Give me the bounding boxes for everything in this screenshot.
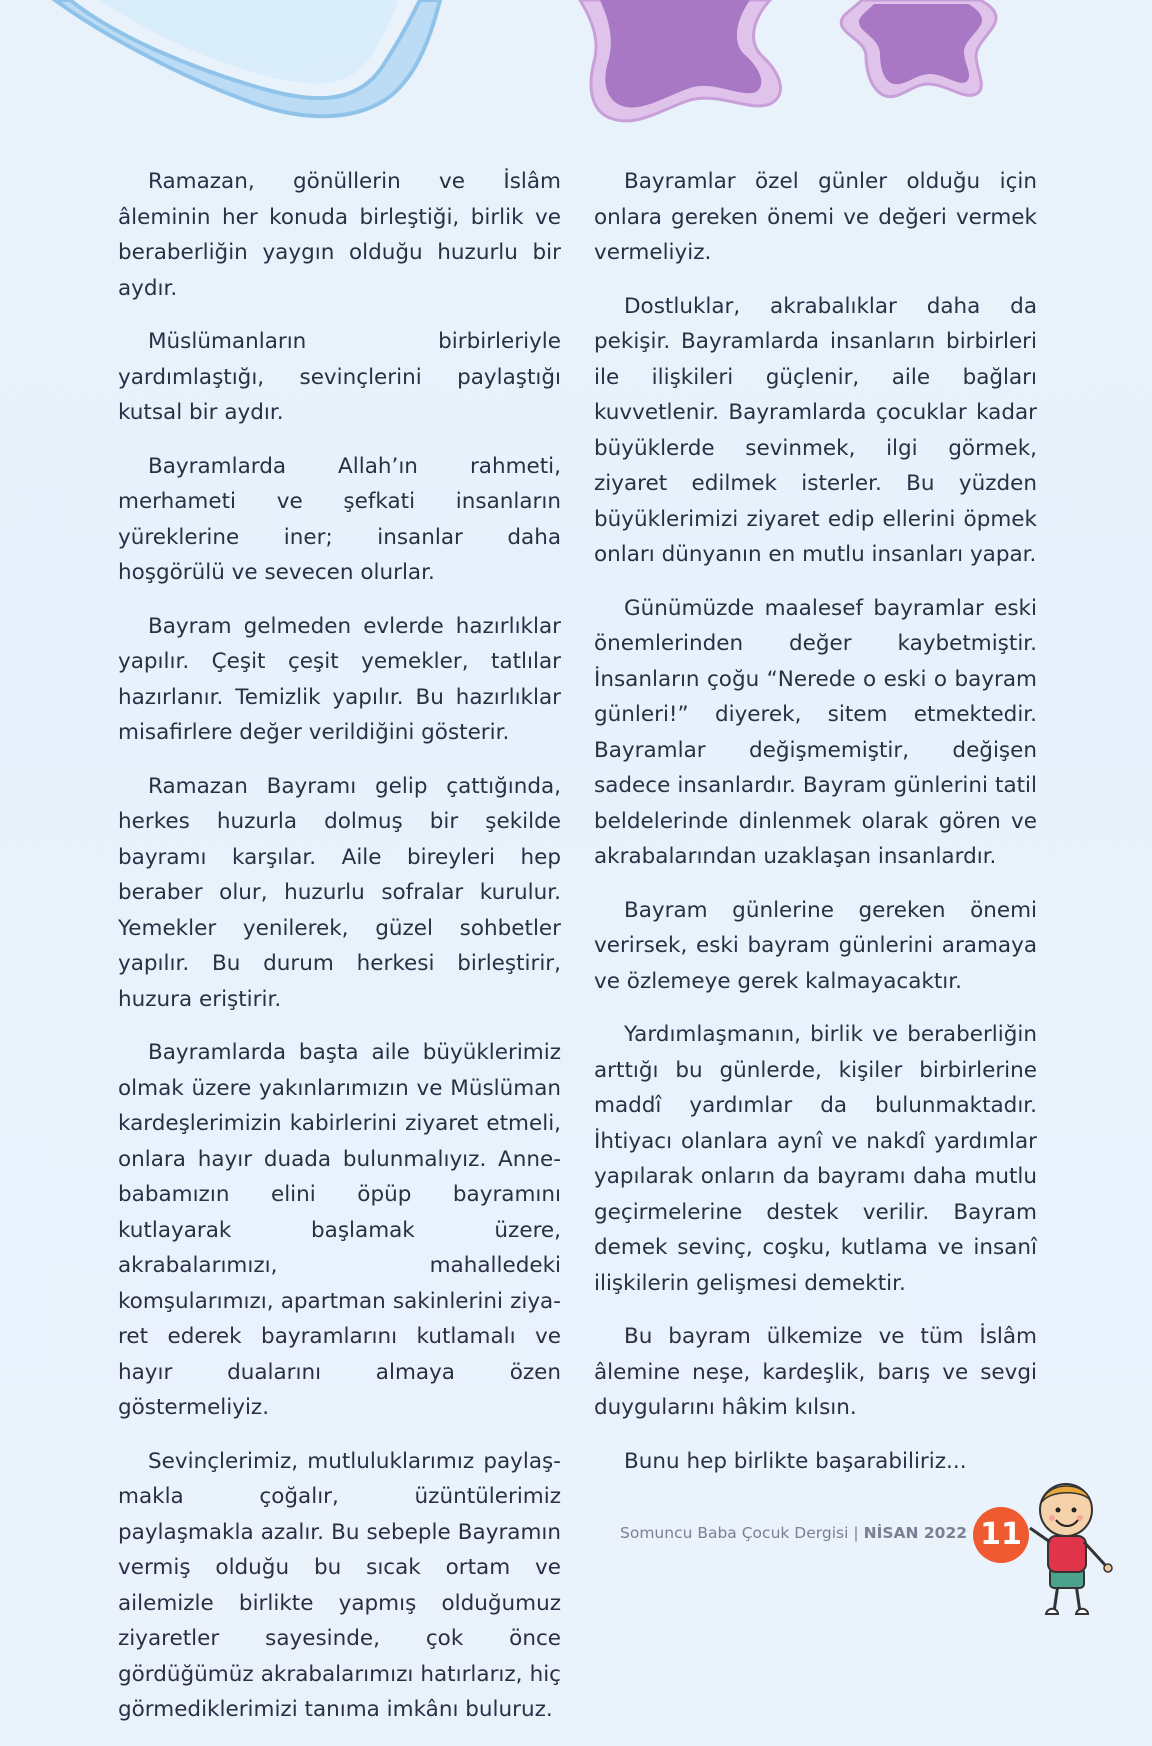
page-number-badge: 11 xyxy=(973,1507,1029,1563)
footer-separator: | xyxy=(853,1524,859,1542)
paragraph: Bayramlarda Allah’ın rahmeti, merhameti ve şefkati insanların yüreklerine iner; insanlar daha hoşgörülü ve sevecen olurlar. xyxy=(118,453,561,585)
paragraph: Bayramlarda başta aile büyüklerimiz olmak üzere yakınlarımızın ve Müslüman kardeşlerimizin kabirlerini ziyaret etmeli, onlara hayır duada bulunmalıyız. Anne-babamızın elini öpüp bayramını kutlayarak başlamak üzere, akrabalarımızı, mahalledeki komşularımızı, apartman sakinlerini ziyaret ederek bayramlarını kutlamalı ve hayır dualarını almaya özen göstermeliyiz. xyxy=(118,1040,561,1420)
article-left-column xyxy=(118,164,561,1746)
child-character-illustration xyxy=(1016,1476,1126,1624)
paragraph: Müslümanların birbirleriyle yardımlaştığı, sevinçlerini paylaştığı kutsal bir aydır. xyxy=(118,329,561,425)
starfish-small xyxy=(841,0,996,97)
wave-shape xyxy=(55,0,440,116)
page-footer xyxy=(620,1524,967,1542)
article-right-column xyxy=(594,164,1037,1497)
magazine-name: Somuncu Baba Çocuk Dergisi xyxy=(620,1524,849,1542)
paragraph: Bayram günlerine gereken önemi verirsek, eski bayram günlerini aramaya ve özlemeye gerek kalmayacaktır. xyxy=(594,897,1037,994)
starfish-large xyxy=(580,0,780,121)
paragraph: Ramazan Bayramı gelip çattığında, herkes huzurla dolmuş bir şekilde bayramı karşılar. Aile bireyleri hep beraber olur, huzurlu sofralar kurulur. Yemekler yenilerek, güzel sohbetler yapılır. Bu durum herkesi birleştirir, huzura eriştirir. xyxy=(118,773,561,1012)
paragraph: Bayramlar özel günler olduğu için onlara gereken önemi ve değeri vermek vermeliyiz. xyxy=(594,169,1037,265)
top-decoration xyxy=(0,0,1152,140)
paragraph: Dostluklar, akrabalıklar daha da pekişir. Bayramlarda insanların birbirleri ile ilişkileri güçlenir, aile bağları kuvvetlenir. Bayramlarda çocuklar kadar büyüklerde sevinmek, ilgi görmek, ziyaret edilmek isterler. Bu yüzden büyüklerimizi ziyaret edip ellerini öpmek onları dünyanın en mutlu insanları yapar. xyxy=(594,293,1037,567)
issue-month: NİSAN 2022 xyxy=(863,1524,968,1542)
paragraph: Bu bayram ülkemize ve tüm İslâm âlemine neşe, kardeşlik, barış ve sevgi duygularını hâkim kılsın. xyxy=(594,1324,1037,1420)
paragraph: Günümüzde maalesef bayramlar eski önemlerinden değer kaybetmiştir. İnsanların çoğu “Nerede o eski o bayram günleri!” diyerek, sitem etmektedir. Bayramlar değişmemiştir, değişen sadece insanlardır. Bayram günlerini tatil beldelerinde dinlenmek olarak gören ve akrabalarından uzaklaşan insanlardır. xyxy=(594,595,1037,869)
paragraph: Ramazan, gönüllerin ve İslâm âleminin her konuda birleştiği, birlik ve beraberliğin yaygın olduğu huzurlu bir aydır. xyxy=(118,169,561,301)
paragraph: Yardımlaşmanın, birlik ve beraberliğin arttığı bu günlerde, kişiler birbirlerine maddî yardımlar da bulunmaktadır. İhtiyacı olanlara aynî ve nakdî yardımlar yapılarak onların da bayramı daha mutlu geçirmelerine destek verilir. Bayram demek sevinç, coşku, kutlama ve insanî ilişkilerin gelişmesi demektir. xyxy=(594,1022,1037,1296)
paragraph: Sevinçlerimiz, mutluluklarımız paylaşmakla çoğalır, üzüntülerimiz paylaşmakla azalır. Bu sebeple Bayramın vermiş olduğu bu sıcak ortam ve ailemizle birlikte yapmış olduğumuz ziyaretler sayesinde, çok önce gördüğümüz akrabalarımızı hatırlarız, hiç görmediklerimizi tanıma imkânı buluruz. xyxy=(118,1448,561,1722)
paragraph: Bunu hep birlikte başarabiliriz... xyxy=(624,1448,967,1474)
paragraph: Bayram gelmeden evlerde hazırlıklar yapılır. Çeşit çeşit yemekler, tatlılar hazırlanır. Temizlik yapılır. Bu hazırlıklar misafirlere değer verildiğini gösterir. xyxy=(118,613,561,745)
